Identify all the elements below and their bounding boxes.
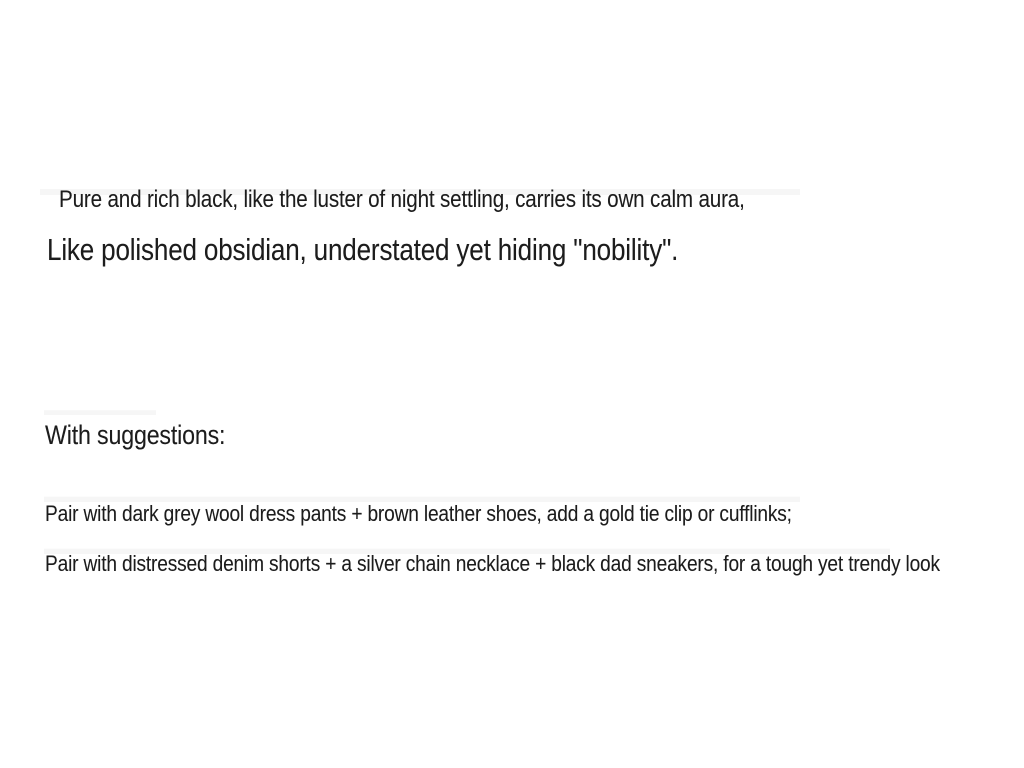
poem-line-emphasis: Like polished obsidian, understated yet hiding "nobility".	[47, 232, 679, 267]
suggestion-item: Pair with dark grey wool dress pants + brown leather shoes, add a gold tie clip or cufflinks;	[45, 501, 792, 526]
background-ghost-text	[44, 402, 156, 420]
suggestion-item: Pair with distressed denim shorts + a silver chain necklace + black dad sneakers, for a tough yet trendy look	[45, 551, 940, 576]
poem-line: Pure and rich black, like the luster of night settling, carries its own calm aura,	[59, 186, 745, 213]
suggestions-heading: With suggestions:	[45, 420, 226, 450]
